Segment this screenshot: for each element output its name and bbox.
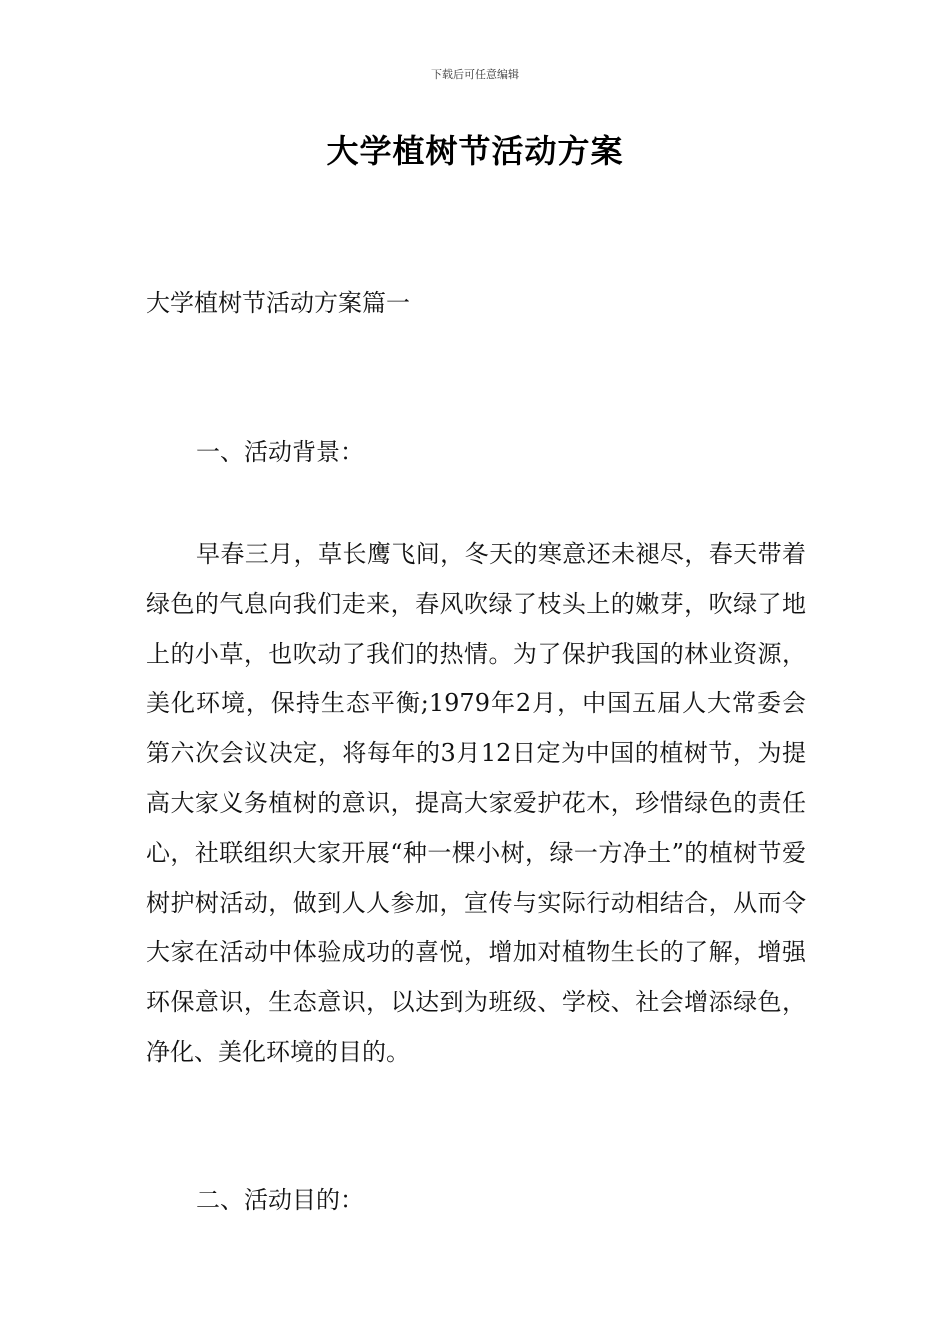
document-subtitle: 大学植树节活动方案篇一 xyxy=(146,289,410,317)
section-heading-background: 一、活动背景： xyxy=(196,438,364,466)
section-heading-purpose: 二、活动目的： xyxy=(196,1186,364,1214)
section-paragraph-background: 早春三月，草长鹰飞间，冬天的寒意还未褪尽，春天带着绿色的气息向我们走来，春风吹绿了枝头上的嫩芽，吹绿了地上的小草，也吹动了我们的热情。为了保护我国的林业资源，美化环境，保持生态平衡;1979年2月，中国五届人大常委会第六次会议决定，将每年的3月12日定为中国的植树节，为提高大家义务植树的意识，提高大家爱护花木，珍惜绿色的责任心，社联组织大家开展“种一棵小树，绿一方净土”的植树节爱树护树活动，做到人人参加，宣传与实际行动相结合，从而令大家在活动中体验成功的喜悦，增加对植物生长的了解，增强环保意识，生态意识，以达到为班级、学校、社会增添绿色，净化、美化环境的目的。 xyxy=(146,540,806,1066)
document-title: 大学植树节活动方案 xyxy=(326,132,624,170)
page-header-note: 下载后可任意编辑 xyxy=(431,68,519,81)
